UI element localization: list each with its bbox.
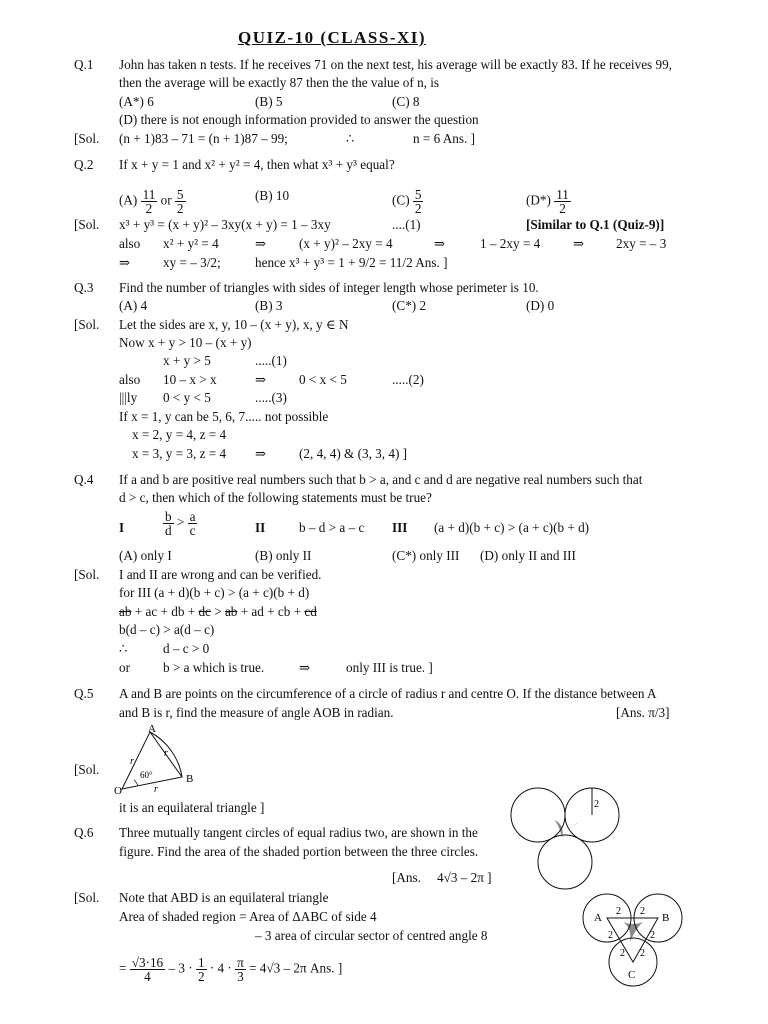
solution-text: it is an equilateral triangle ] (119, 800, 265, 815)
solution-label: [Sol. (74, 217, 100, 232)
solution-text: Note that ABD is an equilateral triangle (119, 890, 329, 905)
or-text: or (160, 192, 172, 208)
equation-ref: ....(1) (392, 217, 421, 232)
solution-text: only III is true. ] (346, 660, 433, 675)
solution-text: 0 < x < 5 (299, 372, 347, 387)
radius-label: r (130, 756, 134, 767)
length-label: 2 (640, 948, 645, 959)
option-b: (B) 5 (255, 94, 283, 109)
option-d: (D*) $\frac{11}{2}$ (526, 187, 569, 216)
solution-label: [Sol. (74, 317, 100, 332)
point-a-label: A (594, 912, 602, 924)
point-b-label: B (662, 912, 670, 924)
question-text: If x + y = 1 and x² + y² = 4, then what x³ + y³ equal? (119, 157, 395, 172)
circle (511, 788, 565, 842)
solution-text: b(d – c) > a(d – c) (119, 622, 215, 637)
solution-text: If x = 1, y can be 5, 6, 7..... not possible (119, 409, 329, 424)
fraction: $\frac{√3\cdot 16}{4}$ (131, 955, 164, 984)
solution-text: d – c > 0 (163, 641, 210, 656)
option-c: (C) 8 (392, 94, 420, 109)
answer-text: 4√3 – 2π ] (437, 870, 492, 885)
fraction: $\frac{11}{2}$ (142, 187, 156, 216)
sector-figure (112, 724, 202, 796)
solution-text: Area of shaded region = Area of ΔABC of side 4 (119, 909, 377, 924)
reference-note: [Similar to Q.1 (Quiz-9)] (526, 217, 665, 232)
question-label: Q.2 (74, 157, 94, 172)
solution-label: [Sol. (74, 131, 100, 146)
option-c: (C) $\frac{5}{2}$ (392, 187, 422, 216)
therefore-symbol: ∴ (119, 641, 128, 656)
option-c: (C*) only III (392, 548, 460, 563)
radius-label: 2 (594, 799, 599, 810)
radius-label: r (164, 748, 168, 759)
length-label: 2 (640, 906, 645, 917)
therefore-symbol: ∴ (346, 131, 355, 146)
answer-text: [Ans. π/3] (616, 705, 670, 720)
length-label: 2 (620, 948, 625, 959)
option-d: (D) there is not enough information provided to answer the question (119, 112, 479, 127)
implies-symbol: ⇒ (255, 446, 267, 461)
solution-text: for III (a + d)(b + c) > (a + c)(b + d) (119, 585, 310, 600)
question-text: John has taken n tests. If he receives 71 on the next test, his average will be exactly 83. If he receives 99, (119, 57, 672, 72)
question-label: Q.6 (74, 825, 94, 840)
option-a: (A) 4 (119, 298, 148, 313)
solution-label: [Sol. (74, 890, 100, 905)
implies-symbol: ⇒ (255, 236, 267, 251)
fraction: $\frac{b}{d}$ (165, 509, 172, 538)
statement-ii: b – d > a – c (299, 520, 365, 535)
solution-text: I and II are wrong and can be verified. (119, 567, 322, 582)
solution-text: b > a which is true. (163, 660, 265, 675)
fraction: $\frac{5}{2}$ (414, 187, 422, 216)
statement-label: III (392, 520, 408, 535)
page-title: QUIZ-10 (CLASS-XI) (238, 28, 427, 47)
fraction: $\frac{5}{2}$ (176, 187, 184, 216)
length-label: 2 (650, 930, 655, 941)
option-a: (A) only I (119, 548, 172, 563)
solution-text: 10 – x > x (163, 372, 217, 387)
solution-text: Let the sides are x, y, 10 – (x + y), x, y ∈ N (119, 317, 349, 332)
solution-text: Now x + y > 10 – (x + y) (119, 335, 252, 350)
solution-text: also (119, 372, 141, 387)
implies-symbol: ⇒ (434, 236, 446, 251)
option-c: (C*) 2 (392, 298, 427, 313)
option-label: (A) (119, 192, 138, 208)
solution-equation: = $\frac{√3\cdot 16}{4}$ – 3 · $\frac{1}{2}$ · 4 · $\frac{\pi}{3}$ = 4√3 – 2π Ans. ] (119, 955, 343, 984)
question-text: d > c, then which of the following statements must be true? (119, 490, 432, 505)
fraction: $\frac{1}{2}$ (197, 955, 205, 984)
solution-label: [Sol. (74, 567, 100, 582)
solution-text: hence x³ + y³ = 1 + 9/2 = 11/2 Ans. ] (255, 255, 448, 270)
point-c-label: C (628, 969, 636, 981)
implies-symbol: ⇒ (119, 255, 131, 270)
equation-ref: .....(2) (392, 372, 424, 387)
three-circles-figure (505, 782, 625, 892)
solution-text: xy = – 3/2; (163, 255, 221, 270)
question-label: Q.4 (74, 472, 94, 487)
solution-text: – 3 area of circular sector of centred angle 8 (255, 928, 488, 943)
question-text: then the average will be exactly 87 then the the value of n, is (119, 75, 440, 90)
point-b-label: B (186, 773, 194, 785)
statement-label: I (119, 520, 125, 535)
length-label: 2 (608, 930, 613, 941)
option-b: (B) 10 (255, 188, 290, 203)
solution-text: ab + ac + db + dc > ab + ad + cb + cd (119, 604, 317, 619)
point-o-label: O (114, 785, 122, 796)
equation-ref: .....(1) (255, 353, 287, 368)
option-b: (B) 3 (255, 298, 283, 313)
solution-text: x = 2, y = 4, z = 4 (132, 427, 227, 442)
option-d: (D) only II and III (480, 548, 576, 563)
implies-symbol: ⇒ (573, 236, 585, 251)
circle (538, 835, 592, 889)
angle-label: 60° (140, 770, 153, 780)
option-a: (A*) 6 (119, 94, 154, 109)
statement-iii: (a + d)(b + c) > (a + c)(b + d) (434, 520, 590, 535)
solution-text: x² + y² = 4 (163, 236, 219, 251)
solution-text: (2, 4, 4) & (3, 3, 4) ] (299, 446, 408, 461)
statement-label: II (255, 520, 266, 535)
solution-text: (n + 1)83 – 71 = (n + 1)87 – 99; (119, 131, 288, 146)
equation-ref: .....(3) (255, 390, 287, 405)
option-b: (B) only II (255, 548, 312, 563)
radius-label: r (154, 784, 158, 795)
solution-text: n = 6 Ans. ] (413, 131, 476, 146)
solution-text: or (119, 660, 130, 675)
solution-text: also (119, 236, 141, 251)
solution-text: x = 3, y = 3, z = 4 (132, 446, 227, 461)
question-text: figure. Find the area of the shaded portion between the three circles. (119, 844, 479, 859)
angle-arc (134, 780, 138, 786)
option-a (119, 188, 186, 215)
triangle-circles-figure (574, 886, 694, 994)
solution-text: 0 < y < 5 (163, 390, 211, 405)
fraction: $\frac{a}{c}$ (189, 509, 196, 538)
solution-text: 1 – 2xy = 4 (480, 236, 541, 251)
question-text: If a and b are positive real numbers such that b > a, and c and d are negative real numbers such that (119, 472, 643, 487)
solution-text: x³ + y³ = (x + y)² – 3xy(x + y) = 1 – 3xy (119, 217, 331, 232)
implies-symbol: ⇒ (255, 372, 267, 387)
question-text: Find the number of triangles with sides of integer length whose perimeter is 10. (119, 280, 539, 295)
solution-text: (x + y)² – 2xy = 4 (299, 236, 393, 251)
fraction: $\frac{\pi}{3}$ (237, 955, 244, 984)
question-label: Q.5 (74, 686, 94, 701)
question-label: Q.3 (74, 280, 94, 295)
statement-i: $\frac{b}{d}$ > $\frac{a}{c}$ (165, 509, 196, 538)
option-d: (D) 0 (526, 298, 555, 313)
solution-text: |||ly (119, 390, 138, 405)
answer-label: [Ans. (392, 870, 421, 885)
solution-label: [Sol. (74, 762, 100, 777)
question-text: Three mutually tangent circles of equal radius two, are shown in the (119, 825, 478, 840)
implies-symbol: ⇒ (299, 660, 311, 675)
solution-text: 2xy = – 3 (616, 236, 667, 251)
fraction: $\frac{11}{2}$ (556, 187, 569, 216)
point-a-label: A (148, 724, 156, 735)
length-label: 2 (616, 906, 621, 917)
question-text: A and B are points on the circumference of a circle of radius r and centre O. If the distance between A (119, 686, 657, 701)
question-text: and B is r, find the measure of angle AOB in radian. (119, 705, 394, 720)
solution-text: x + y > 5 (163, 353, 211, 368)
question-label: Q.1 (74, 57, 94, 72)
